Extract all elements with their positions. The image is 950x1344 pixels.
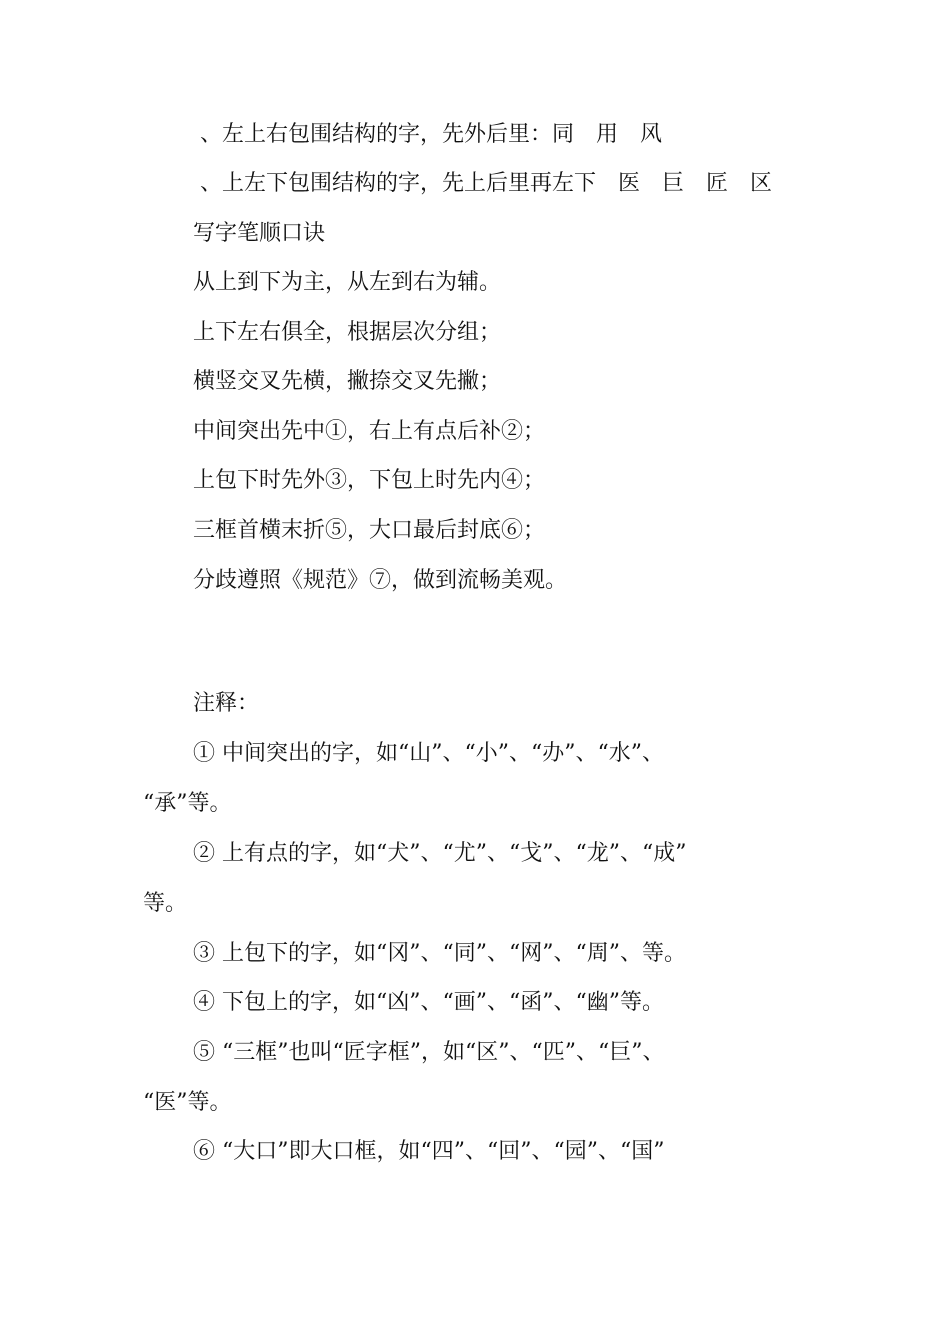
mnemonic-line-7: 分歧遵照《规范》⑦，做到流畅美观。 bbox=[193, 568, 568, 593]
note-1-line-1: ① 中间突出的字，如“山”、“小”、“办”、“水”、 bbox=[193, 741, 664, 766]
note-5-line-2: “医”等。 bbox=[143, 1090, 232, 1115]
mnemonic-line-3: 横竖交叉先横，撇捺交叉先撇； bbox=[193, 369, 502, 394]
notes-heading: 注释： bbox=[193, 691, 260, 716]
mnemonic-line-1: 从上到下为主，从左到右为辅。 bbox=[193, 270, 502, 295]
mnemonic-title: 写字笔顺口诀 bbox=[193, 221, 326, 246]
mnemonic-line-2: 上下左右俱全，根据层次分组； bbox=[193, 320, 502, 345]
note-4-line-1: ④ 下包上的字，如“凶”、“画”、“函”、“幽”等。 bbox=[193, 990, 664, 1015]
mnemonic-line-4: 中间突出先中①，右上有点后补②； bbox=[193, 419, 546, 444]
mnemonic-line-6: 三框首横末折⑤，大口最后封底⑥； bbox=[193, 518, 546, 543]
mnemonic-line-5: 上包下时先外③，下包上时先内④； bbox=[193, 468, 546, 493]
note-2-line-1: ② 上有点的字，如“犬”、“尤”、“戈”、“龙”、“成” bbox=[193, 841, 687, 866]
note-6-line-1: ⑥ “大口”即大口框，如“四”、“回”、“园”、“国” bbox=[193, 1139, 665, 1164]
rule-line-1: 、左上右包围结构的字，先外后里：同 用 风 bbox=[200, 122, 663, 147]
note-3-line-1: ③ 上包下的字，如“冈”、“同”、“网”、“周”、等。 bbox=[193, 941, 686, 966]
note-2-line-2: 等。 bbox=[143, 891, 188, 916]
note-5-line-1: ⑤ “三框”也叫“匠字框”，如“区”、“匹”、“巨”、 bbox=[193, 1040, 665, 1065]
note-1-line-2: “承”等。 bbox=[143, 791, 232, 816]
rule-line-2: 、上左下包围结构的字，先上后里再左下 医 巨 匠 区 bbox=[200, 171, 773, 196]
